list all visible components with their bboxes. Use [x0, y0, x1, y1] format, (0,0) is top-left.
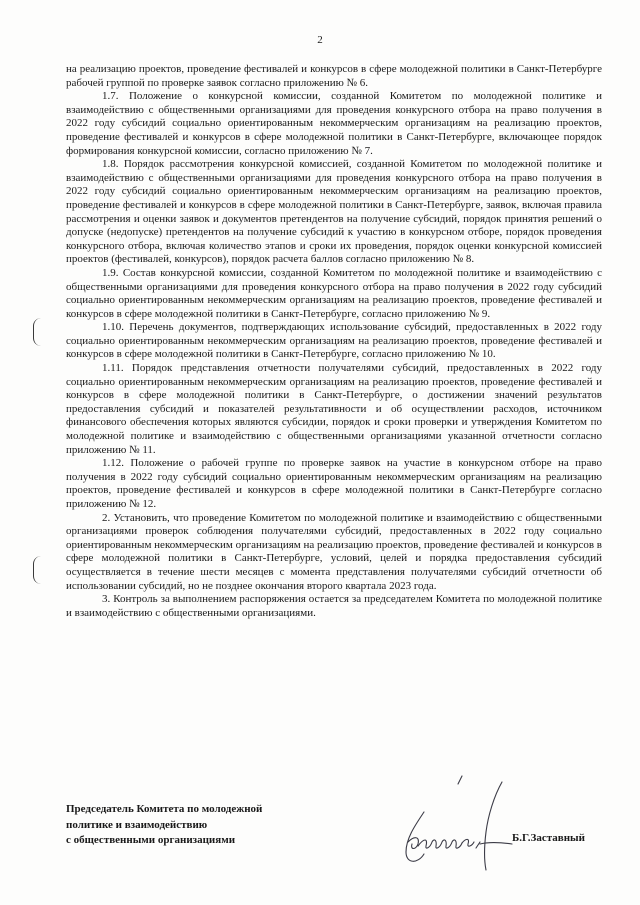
- paragraph-1-8: 1.8. Порядок рассмотрения конкурсной комиссией, созданной Комитетом по молодежной политике и взаимодействию с общественными организациями для проведения конкурсного отбора на право получения в 2022 году субсидий социально ориентированным некоммерческим организациям на реализацию проектов, проведение фестивалей и конкурсов в сфере молодежной политики в Санкт-Петербурге, заявок, включая правила рассмотрения и оценки заявок и документов претендентов на получение субсидий, порядок принятия решений о допуске (недопуске) претендентов на получение субсидий к участию в конкурсном отборе, порядок проведения конкурсного отбора, включая количество этапов и сроки их проведения, порядок оценки конкурсной комиссией проектов (фестивалей, конкурсов), порядок расчета баллов согласно приложению № 8.: [66, 158, 602, 266]
- margin-bracket-mark: [33, 556, 42, 584]
- paragraph-1-11: 1.11. Порядок представления отчетности получателями субсидий, предоставленных в 2022 году социально ориентированным некоммерческим организациям на реализацию проектов, проведение фестивалей и конкурсов в сфере молодежной политики в Санкт-Петербурге, о достижении значений результатов предоставления субсидий и показателей результативности и об осуществлении расходов, источником финансового обеспечения которых являются субсидии, порядок и сроки проверки и утверждения Комитетом по молодежной политике и взаимодействию с общественными организациями указанной отчетности согласно приложению № 11.: [66, 362, 602, 456]
- paragraph-1-10: 1.10. Перечень документов, подтверждающих использование субсидий, предоставленных в 2022 году социально ориентированным некоммерческим организациям на реализацию проектов, проведение фестивалей и конкурсов в сфере молодежной политики в Санкт-Петербурге, согласно приложению № 10.: [66, 321, 602, 361]
- paragraph-1-7: 1.7. Положение о конкурсной комиссии, созданной Комитетом по молодежной политике и взаимодействию с общественными организациями для проведения конкурсного отбора на право получения в 2022 году субсидий социально ориентированным некоммерческим организациям на реализацию проектов, проведение фестивалей и конкурсов в сфере молодежной политики в Санкт-Петербурге, включающее порядок формирования конкурсной комиссии, согласно приложению № 7.: [66, 90, 602, 157]
- paragraph-1-9: 1.9. Состав конкурсной комиссии, созданной Комитетом по молодежной политике и взаимодействию с общественными организациями для проведения конкурсного отбора на право получения в 2022 году субсидий социально ориентированным некоммерческим организациям на реализацию проектов, проведение фестивалей и конкурсов в сфере молодежной политики в Санкт-Петербурге, согласно приложению № 9.: [66, 266, 602, 320]
- signatory-title-line: Председатель Комитета по молодежной: [66, 803, 263, 815]
- paragraph-3: 3. Контроль за выполнением распоряжения остается за председателем Комитета по молодежной политике и взаимодействию с общественными организациями.: [66, 593, 602, 619]
- paragraph-continuation: на реализацию проектов, проведение фестивалей и конкурсов в сфере молодежной политики в Санкт-Петербурге рабочей группой по проверке заявок согласно приложению № 6.: [66, 63, 602, 89]
- paragraph-2: 2. Установить, что проведение Комитетом по молодежной политике и взаимодействию с общественными организациями проверок соблюдения получателями субсидий, предоставленных в 2022 году социально ориентированным некоммерческим организациям на реализацию проектов, проведение фестивалей и конкурсов в сфере молодежной политики в Санкт-Петербурге, условий, целей и порядка предоставления субсидий осуществляется в течение шести месяцев с момента представления получателями субсидий отчетности об использовании субсидий, но не позднее окончания второго квартала 2023 года.: [66, 511, 602, 592]
- document-body: [66, 63, 602, 620]
- signatory-name: Б.Г.Заставный: [512, 832, 585, 844]
- margin-bracket-mark: [33, 318, 42, 346]
- paragraph-1-12: 1.12. Положение о рабочей группе по проверке заявок на участие в конкурсном отборе на право получения в 2022 году субсидий социально ориентированным некоммерческим организациям на реализацию проектов, проведение фестивалей и конкурсов в сфере молодежной политики в Санкт-Петербурге согласно приложению № 12.: [66, 457, 602, 510]
- handwritten-signature: [384, 772, 514, 882]
- signatory-title-line: с общественными организациями: [66, 834, 236, 846]
- page-number: 2: [317, 34, 323, 46]
- signatory-title: [66, 802, 306, 849]
- signatory-title-line: политике и взаимодействию: [66, 818, 208, 831]
